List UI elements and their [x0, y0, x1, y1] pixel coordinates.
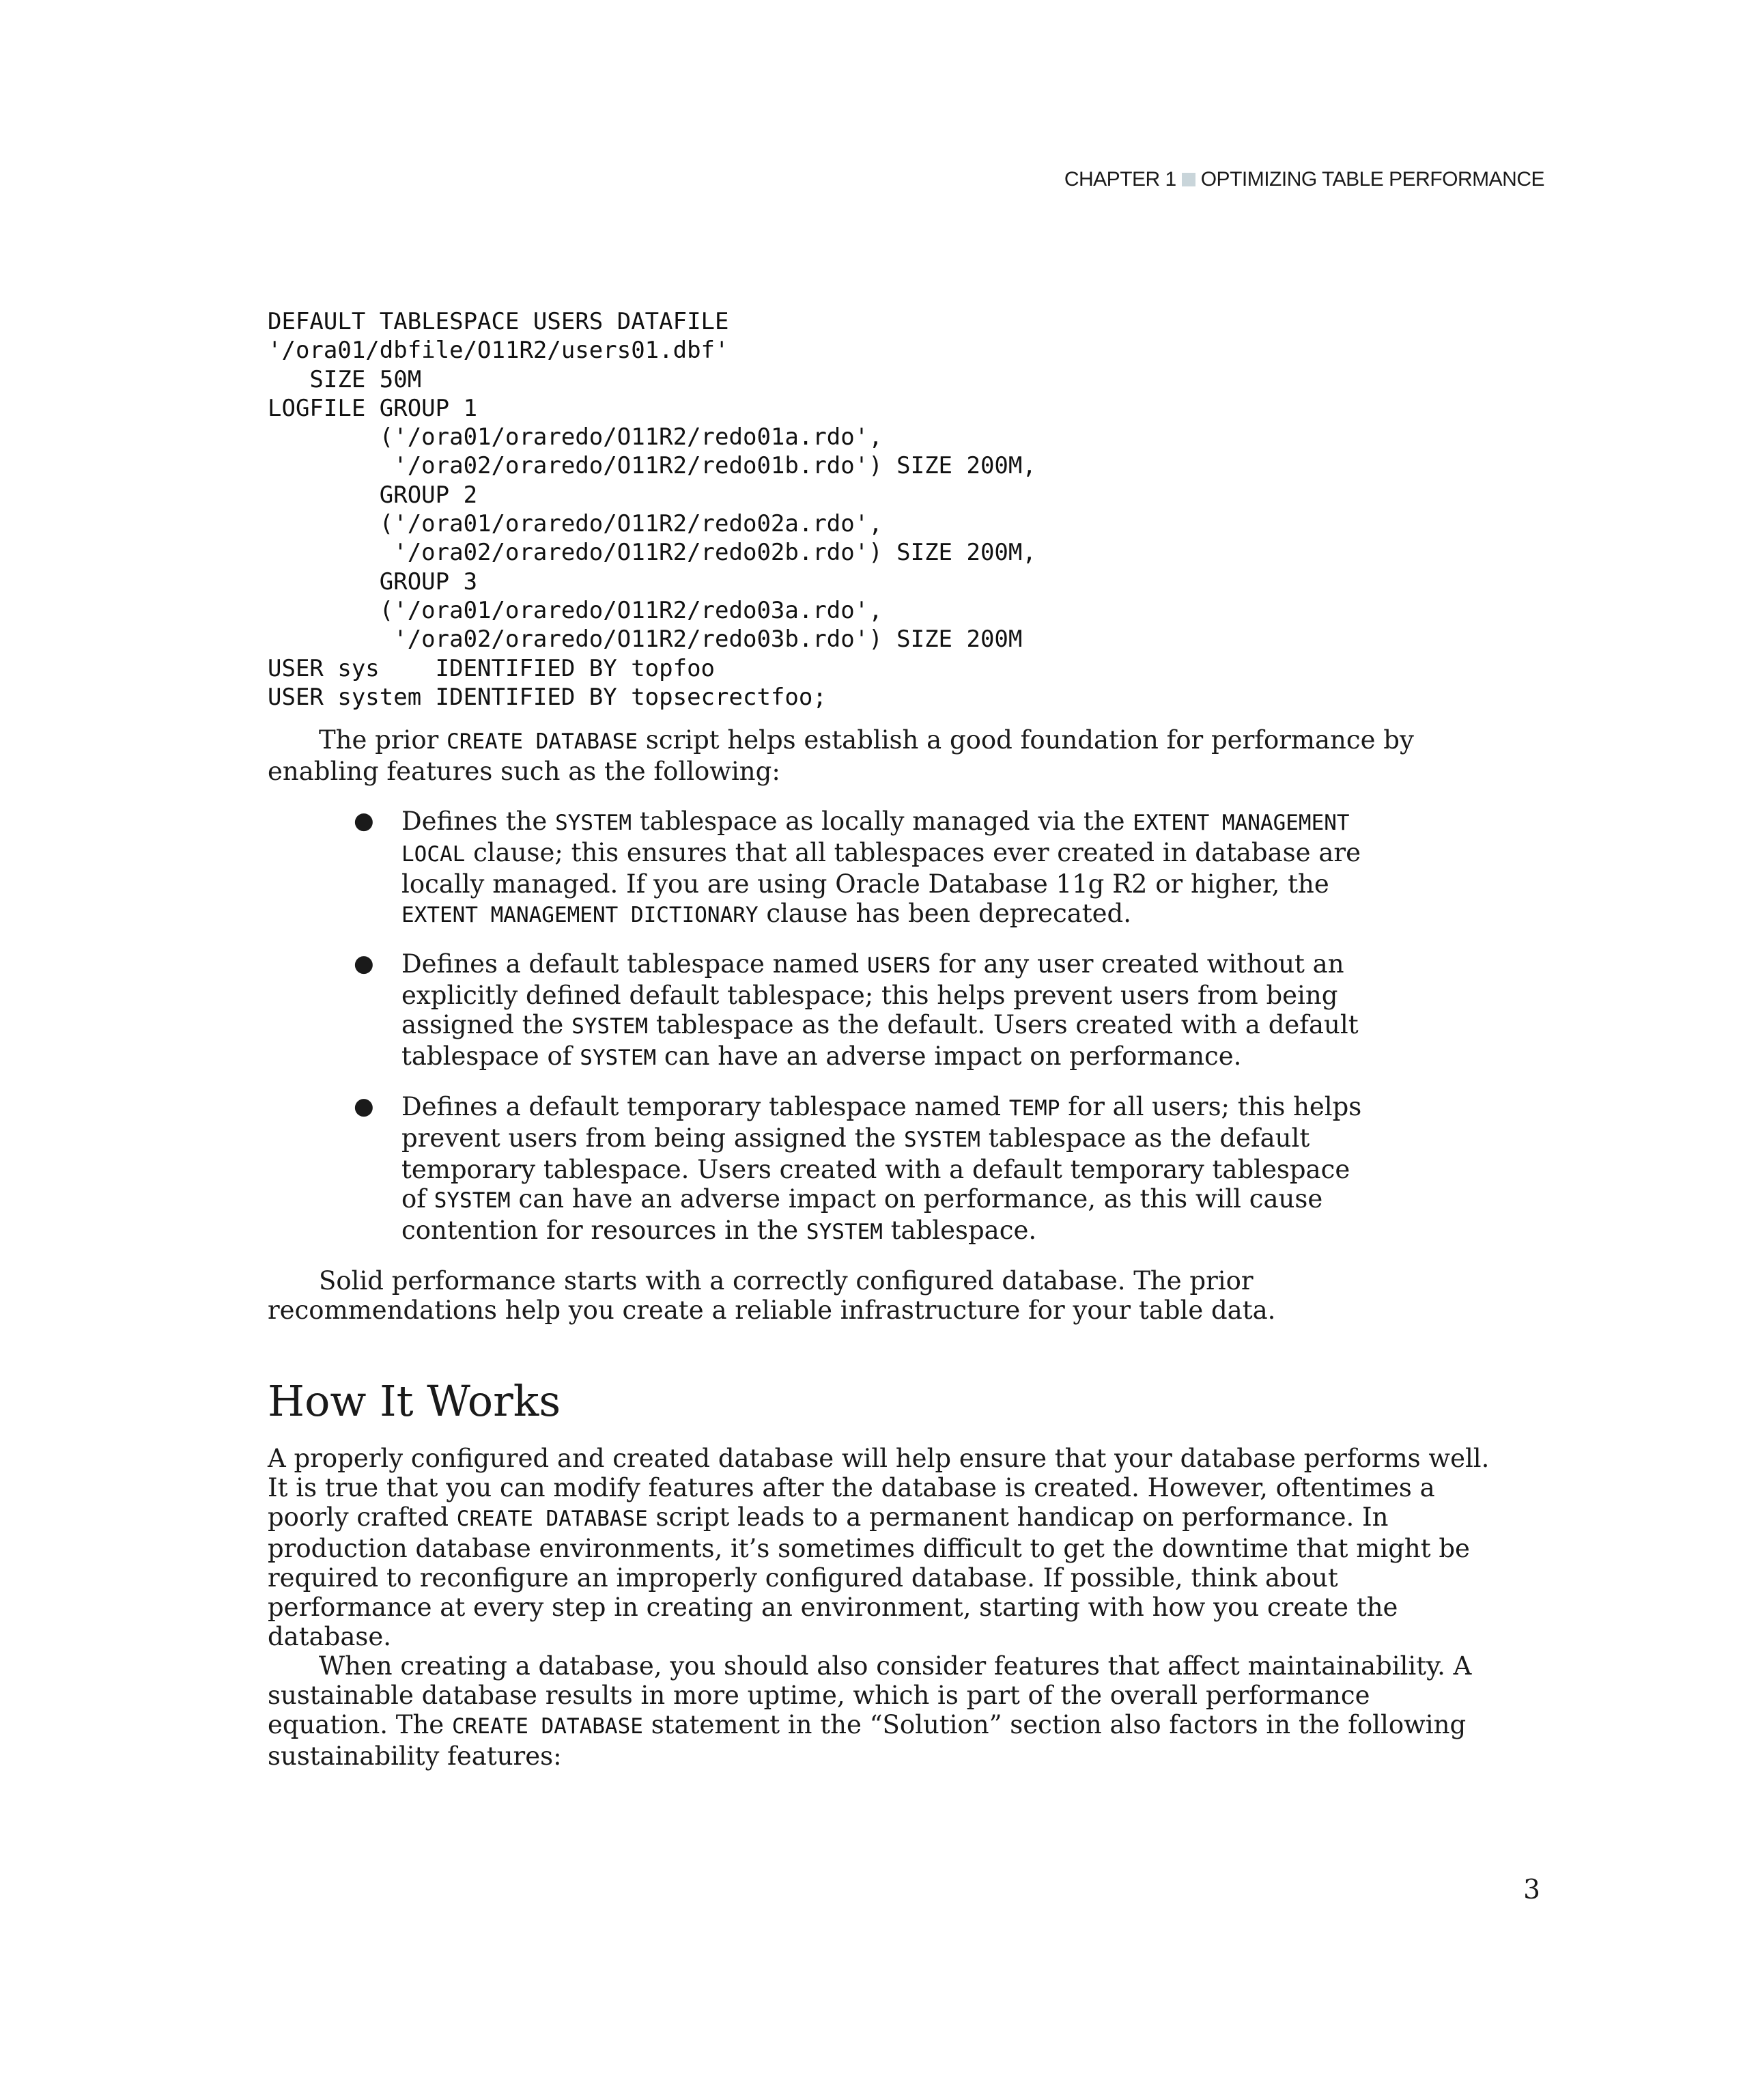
header-separator-square	[1182, 173, 1195, 186]
inline-code: SYSTEM	[580, 1046, 657, 1071]
intro-paragraph	[268, 725, 1490, 786]
bullet-text: Defines a default temporary tablespace named	[401, 1092, 1009, 1122]
inline-code: CREATE DATABASE	[447, 729, 638, 755]
bullet-text: can have an adverse impact on performance, as this will cause contention for resources in the	[401, 1184, 1323, 1246]
bullet-text: tablespace as the default temporary tablespace. Users created with a default temporary tablespace of	[401, 1123, 1350, 1214]
code-listing: DEFAULT TABLESPACE USERS DATAFILE '/ora01/dbfile/O11R2/users01.dbf' SIZE 50M LOGFILE GROUP 1 ('/ora01/oraredo/O11R2/redo01a.rdo', '/ora02/oraredo/O11R2/redo01b.rdo') SIZE 200M, GROUP 2 ('/ora01/oraredo/O11R2/redo02a.rdo', '/ora02/oraredo/O11R2/redo02b.rdo') SIZE 200M, GROUP 3 ('/ora01/oraredo/O11R2/redo03a.rdo', '/ora02/oraredo/O11R2/redo03b.rdo') SIZE 200M USER sys IDENTIFIED BY topfoo USER system IDENTIFIED BY topsecrectfoo;	[268, 308, 1036, 711]
bullet-text: Defines the	[401, 807, 556, 837]
closing-paragraph: Solid performance starts with a correctly configured database. The prior recommendations help you create a reliable infrastructure for your table data.	[268, 1266, 1276, 1326]
page-number: 3	[1523, 1875, 1540, 1905]
paragraph-text: When creating a database, you should also consider features that affect maintainability. A sustainable database results in more uptime, which is part of the overall performance equation. The	[268, 1651, 1472, 1740]
inline-code: CREATE DATABASE	[456, 1507, 648, 1532]
list-item	[354, 807, 1490, 930]
section-paragraph-2	[268, 1651, 1490, 1771]
bullet-icon: ●	[354, 950, 374, 978]
inline-code: EXTENT MANAGEMENT LOCAL	[401, 811, 1350, 867]
intro-text-1: The prior	[319, 725, 447, 755]
bullet-icon: ●	[354, 1093, 374, 1121]
page-body	[268, 307, 1490, 1771]
list-item	[354, 1092, 1490, 1247]
inline-code: CREATE DATABASE	[451, 1714, 643, 1739]
chapter-label: CHAPTER 1	[1064, 168, 1176, 191]
section-heading: How It Works	[268, 1376, 561, 1427]
inline-code: TEMP	[1008, 1096, 1060, 1121]
list-item	[354, 949, 1490, 1073]
inline-code: SYSTEM	[806, 1220, 883, 1245]
feature-list	[268, 807, 1490, 1247]
inline-code: SYSTEM	[571, 1014, 649, 1039]
bullet-text: for all users; this helps prevent users from being assigned the	[401, 1092, 1362, 1153]
inline-code: SYSTEM	[555, 811, 632, 836]
bullet-text: clause; this ensures that all tablespaces ever created in database are locally managed. If you are using Oracle Database 11g R2 or higher, the	[401, 838, 1361, 899]
bullet-text: can have an adverse impact on performance.	[656, 1041, 1242, 1072]
paragraph-text: A properly configured and created database will help ensure that your database performs well. It is true that you can modify features after the database is created. However, oftentimes a poorly crafted	[268, 1444, 1490, 1532]
chapter-title: OPTIMIZING TABLE PERFORMANCE	[1200, 168, 1544, 191]
inline-code: EXTENT MANAGEMENT DICTIONARY	[401, 903, 759, 928]
paragraph-text: statement in the “Solution” section also factors in the following sustainability features:	[268, 1710, 1467, 1772]
paragraph-text: script leads to a permanent handicap on performance. In production database environments, it’s sometimes difficult to get the downtime that might be required to reconfigure an improperly configured database. If possible, think about performance at every step in creating an environment, starting with how you create the database.	[268, 1502, 1470, 1652]
inline-code: USERS	[866, 953, 931, 979]
bullet-text: Defines a default tablespace named	[401, 949, 867, 979]
bullet-text: tablespace as the default. Users created with a default tablespace of	[401, 1010, 1359, 1072]
bullet-text: for any user created without an explicitly defined default tablespace; this helps prevent users from being assigned the	[401, 949, 1344, 1040]
bullet-text: tablespace as locally managed via the	[632, 807, 1133, 837]
running-head	[1064, 168, 1544, 191]
inline-code: SYSTEM	[903, 1128, 980, 1153]
inline-code: SYSTEM	[434, 1188, 511, 1214]
bullet-text: clause has been deprecated.	[758, 899, 1131, 929]
intro-text-2: script helps establish a good foundation for performance by enabling features such as the following:	[268, 725, 1414, 787]
section-paragraph-1	[268, 1444, 1490, 1651]
bullet-icon: ●	[354, 807, 374, 835]
bullet-text: tablespace.	[882, 1216, 1037, 1246]
